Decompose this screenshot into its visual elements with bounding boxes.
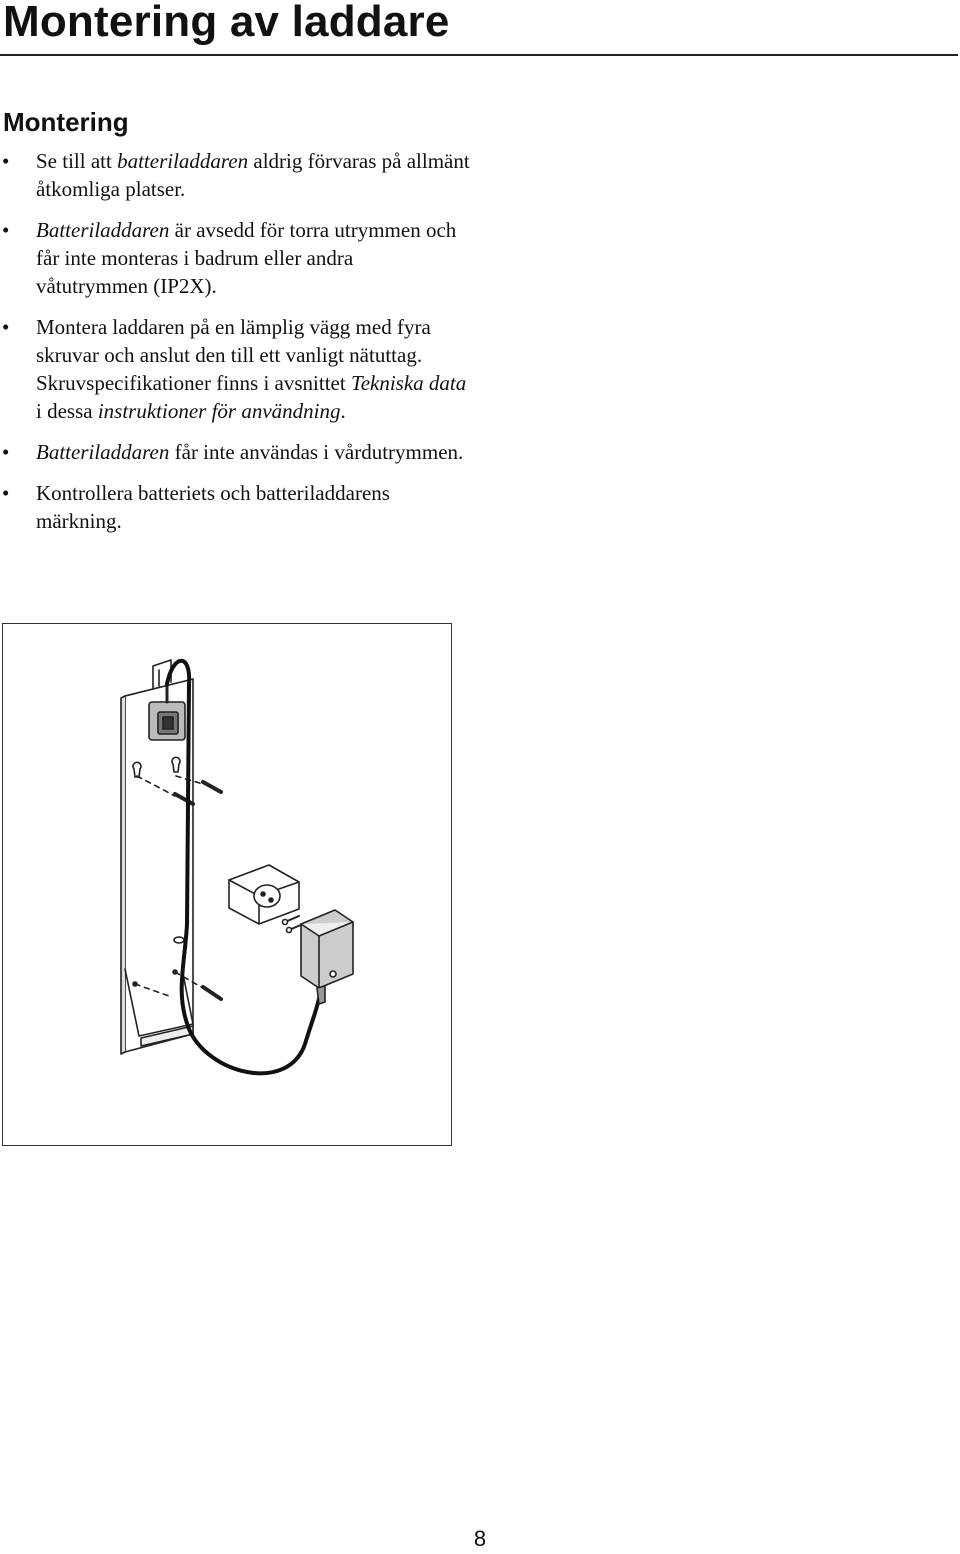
screw (203, 987, 221, 999)
item-emphasis: batteriladdaren (117, 149, 249, 173)
bullet-icon: • (2, 149, 10, 173)
bullet-icon: • (2, 315, 10, 339)
cable-clip (174, 937, 184, 943)
keyhole-slot (172, 757, 180, 772)
item-text: Montera laddaren på en lämplig vägg med fyra skruvar och anslut den till ett vanligt nätuttag. Skruvspecifikationer finns i avsnittet (36, 315, 431, 395)
item-emphasis: Tekniska data (350, 371, 467, 395)
list-item (0, 438, 470, 466)
item-text: Kontrollera batteriets och batteriladdarens märkning. (36, 481, 390, 533)
item-emphasis: instruktioner för användning (97, 399, 341, 423)
page-number: 8 (473, 1526, 487, 1551)
item-emphasis: Batteriladdaren (36, 218, 170, 242)
keyhole-slot (133, 762, 141, 777)
item-text: i dessa (36, 399, 98, 423)
item-text: aldrig förvaras på allmänt åtkomliga platser. (36, 149, 470, 201)
item-text: är avsedd för torra utrymmen och får inte monteras i badrum eller andra våtutrymmen (IP2X). (36, 218, 457, 298)
page-title: Montering av laddare (3, 0, 450, 46)
item-text: Se till att (36, 149, 118, 173)
instruction-list (0, 147, 470, 548)
list-item (0, 216, 470, 300)
installation-figure (2, 623, 452, 1146)
list-item (0, 479, 470, 535)
title-divider (0, 54, 958, 56)
screw (203, 782, 221, 792)
bullet-icon: • (2, 218, 10, 242)
item-text: får inte användas i vårdutrymmen. (169, 440, 464, 464)
item-text: . (340, 399, 346, 423)
power-adapter (301, 910, 353, 1004)
bullet-icon: • (2, 440, 10, 464)
charger-illustration (3, 624, 451, 1145)
item-emphasis: Batteriladdaren (36, 440, 170, 464)
list-item (0, 313, 470, 425)
wall-socket (229, 865, 299, 924)
bullet-icon: • (2, 481, 10, 505)
section-heading: Montering (3, 107, 129, 137)
list-item (0, 147, 470, 203)
